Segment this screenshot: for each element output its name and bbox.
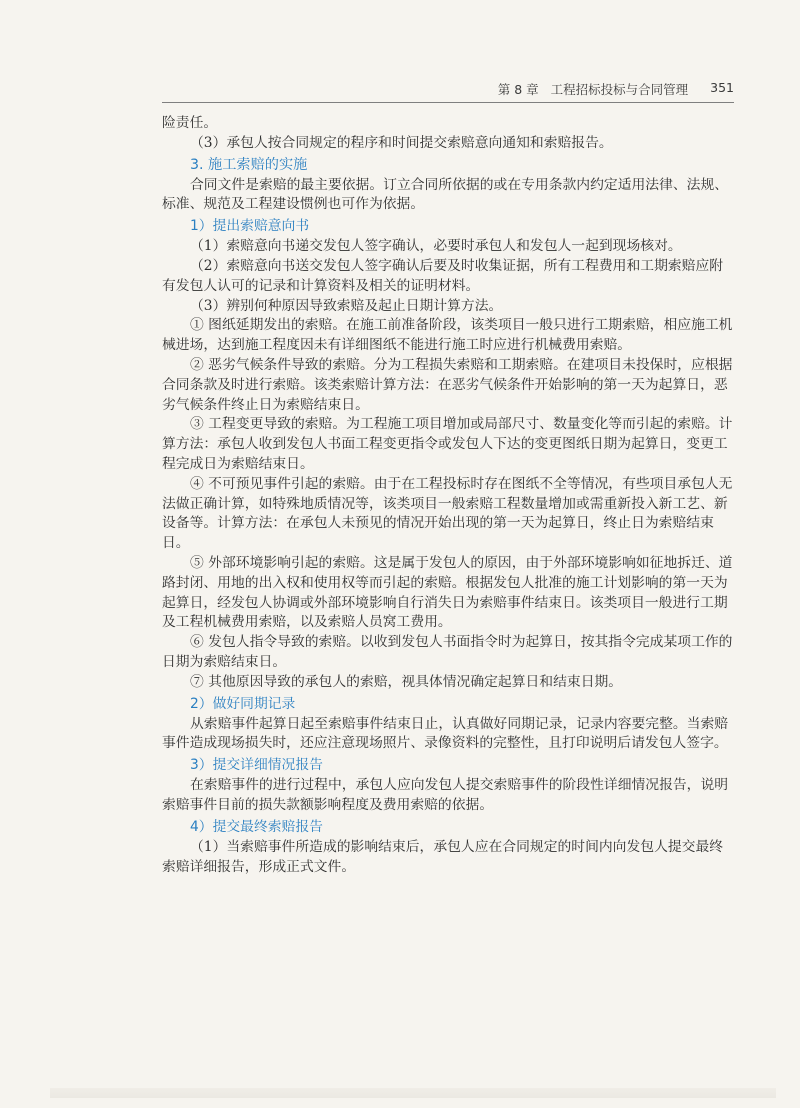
header-title: 工程招标投标与合同管理 xyxy=(550,82,689,97)
list-item: ② 恶劣气候条件导致的索赔。分为工程损失索赔和工期索赔。在建项目未投保时，应根据合同条款及时进行索赔。该类索赔计算方法：在恶劣气候条件开始影响的第一天为起算日，恶劣气候条件终止日为索赔结束日。 xyxy=(162,356,733,413)
page-edge-shadow xyxy=(50,1088,776,1098)
paragraph: （3）辨别何种原因导致索赔及起止日期计算方法。 xyxy=(190,297,503,314)
list-item: ⑦ 其他原因导致的承包人的索赔，视具体情况确定起算日和结束日期。 xyxy=(190,673,623,690)
paragraph: （3）承包人按合同规定的程序和时间提交索赔意向通知和索赔报告。 xyxy=(190,134,613,151)
header-chapter: 第 8 章 xyxy=(497,82,539,97)
paragraph: （2）索赔意向书送交发包人签字确认后要及时收集证据，所有工程费用和工期索赔应附有发包人认可的记录和计算资料及相关的证明材料。 xyxy=(162,257,724,294)
running-header xyxy=(162,80,734,103)
subsection-heading-2: 2）做好同期记录 xyxy=(190,695,296,712)
subsection-heading-4: 4）提交最终索赔报告 xyxy=(190,818,323,835)
list-item: ④ 不可预见事件引起的索赔。由于在工程投标时存在图纸不全等情况，有些项目承包人无法做正确计算，如特殊地质情况等，该类项目一般索赔工程数量增加或需重新投入新工艺、新设备等。计算方法：在承包人未预见的情况开始出现的第一天为起算日，终止日为索赔结束日。 xyxy=(162,475,733,552)
paragraph: （1）索赔意向书递交发包人签字确认，必要时承包人和发包人一起到现场核对。 xyxy=(190,238,682,255)
list-item: ⑤ 外部环境影响引起的索赔。这是属于发包人的原因，由于外部环境影响如征地拆迁、道路封闭、用地的出入权和使用权等而引起的索赔。根据发包人批准的施工计划影响的第一天为起算日，经发包人协调或外部环境影响自行消失日为索赔事件结束日。该类项目一般进行工期及工程机械费用索赔，以及索赔人员窝工费用。 xyxy=(162,554,733,631)
list-item: ③ 工程变更导致的索赔。为工程施工项目增加或局部尺寸、数量变化等而引起的索赔。计算方法：承包人收到发包人书面工程变更指令或发包人下达的变更图纸日期为起算日，变更工程完成日为索赔结束日。 xyxy=(162,416,733,472)
paragraph: （1）当索赔事件所造成的影响结束后，承包人应在合同规定的时间内向发包人提交最终索赔详细报告，形成正式文件。 xyxy=(162,838,724,875)
subsection-heading-1: 1）提出索赔意向书 xyxy=(190,218,310,235)
page-body xyxy=(162,114,734,877)
page-number: 351 xyxy=(710,80,734,95)
list-item: ⑥ 发包人指令导致的索赔。以收到发包人书面指令时为起算日，按其指令完成某项工作的日期为索赔结束日。 xyxy=(162,634,733,670)
subsection-heading-3: 3）提交详细情况报告 xyxy=(190,757,323,774)
list-item: ① 图纸延期发出的索赔。在施工前准备阶段，该类项目一般只进行工期索赔，相应施工机械进场，达到施工程度因未有详细图纸不能进行施工时应进行机械费用索赔。 xyxy=(162,317,733,354)
paragraph: 合同文件是索赔的最主要依据。订立合同所依据的或在专用条款内约定适用法律、法规、标准、规范及工程建设惯例也可作为依据。 xyxy=(162,176,729,213)
section-heading: 3. 施工索赔的实施 xyxy=(190,156,308,173)
paragraph-continued: 险责任。 xyxy=(162,115,218,131)
paragraph: 从索赔事件起算日起至索赔事件结束日止，认真做好同期记录，记录内容要完整。当索赔事件造成现场损失时，还应注意现场照片、录像资料的完整性，且打印说明后请发包人签字。 xyxy=(162,715,729,752)
paragraph: 在索赔事件的进行过程中，承包人应向发包人提交索赔事件的阶段性详细情况报告，说明索赔事件目前的损失款额影响程度及费用索赔的依据。 xyxy=(162,777,729,813)
